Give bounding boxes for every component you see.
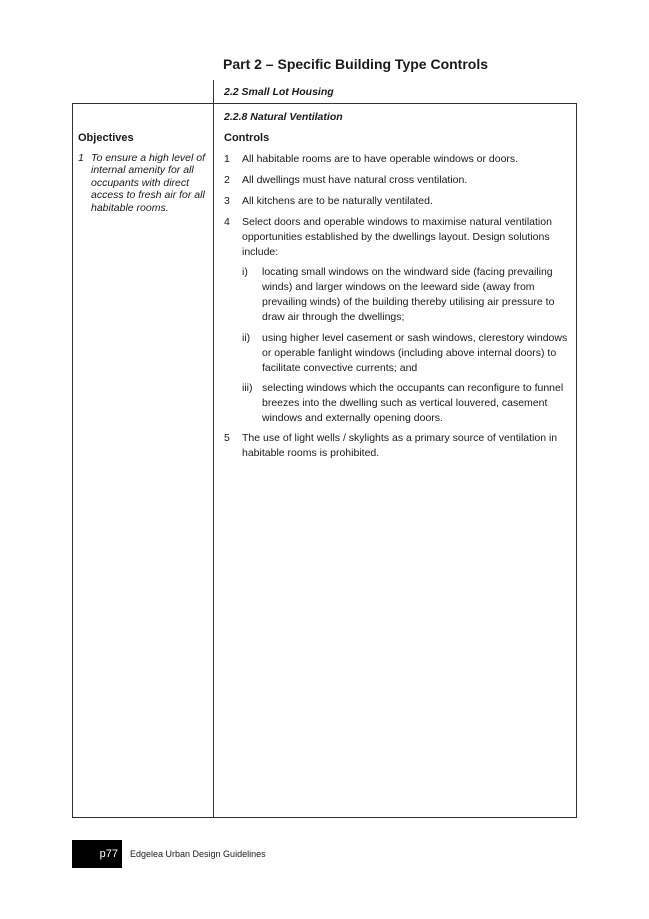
control-number: 3 — [224, 195, 230, 207]
control-item-2 — [224, 173, 574, 188]
subitem-number: i) — [242, 266, 248, 278]
objectives-heading: Objectives — [78, 132, 134, 144]
control-number: 2 — [224, 174, 230, 186]
control-text: All kitchens are to be naturally ventilated. — [242, 195, 433, 207]
control-number: 5 — [224, 432, 230, 444]
control-item-1 — [224, 152, 574, 167]
control-item-3 — [224, 194, 574, 209]
page-title: Part 2 – Specific Building Type Controls — [223, 56, 489, 72]
section-title: 2.2.8 Natural Ventilation — [224, 111, 343, 123]
subitem-text: selecting windows which the occupants can reconfigure to funnel breezes into the dwelling such as vertical louvered, casement windows and externally opening doors. — [262, 382, 564, 424]
control-subitem-i — [242, 265, 574, 325]
control-subitem-ii — [242, 331, 574, 376]
page-number: p77 — [99, 848, 118, 860]
control-subitem-iii — [242, 381, 574, 426]
objective-item — [78, 152, 208, 214]
subitem-text: using higher level casement or sash windows, clerestory windows or operable fanlight windows (including above internal doors) to facilitate convective currents; and — [262, 332, 568, 374]
control-item-5 — [224, 431, 574, 461]
control-number: 1 — [224, 153, 230, 165]
subitem-number: ii) — [242, 332, 251, 344]
subsection-title: 2.2 Small Lot Housing — [224, 86, 334, 98]
control-number: 4 — [224, 216, 230, 228]
column-divider-top — [213, 80, 214, 103]
control-text: All dwellings must have natural cross ventilation. — [242, 174, 468, 186]
objective-text: To ensure a high level of internal amenity for all occupants with direct access to fresh air for all habitable rooms. — [91, 152, 206, 214]
control-item-4 — [224, 215, 574, 260]
subitem-text: locating small windows on the windward side (facing prevailing winds) and larger windows on the leeward side (away from prevailing winds) of the building thereby utilising air pressure to draw air through the dwellings; — [262, 266, 555, 323]
control-text: Select doors and operable windows to maximise natural ventilation opportunities established by the dwellings layout. Design solutions include: — [242, 216, 552, 258]
control-text: The use of light wells / skylights as a primary source of ventilation in habitable rooms is prohibited. — [242, 432, 558, 459]
objective-number: 1 — [78, 152, 84, 164]
subitem-number: iii) — [242, 382, 253, 394]
footer-document-title: Edgelea Urban Design Guidelines — [130, 849, 266, 859]
column-divider — [213, 103, 214, 818]
controls-heading: Controls — [224, 132, 270, 144]
control-text: All habitable rooms are to have operable windows or doors. — [242, 153, 519, 165]
